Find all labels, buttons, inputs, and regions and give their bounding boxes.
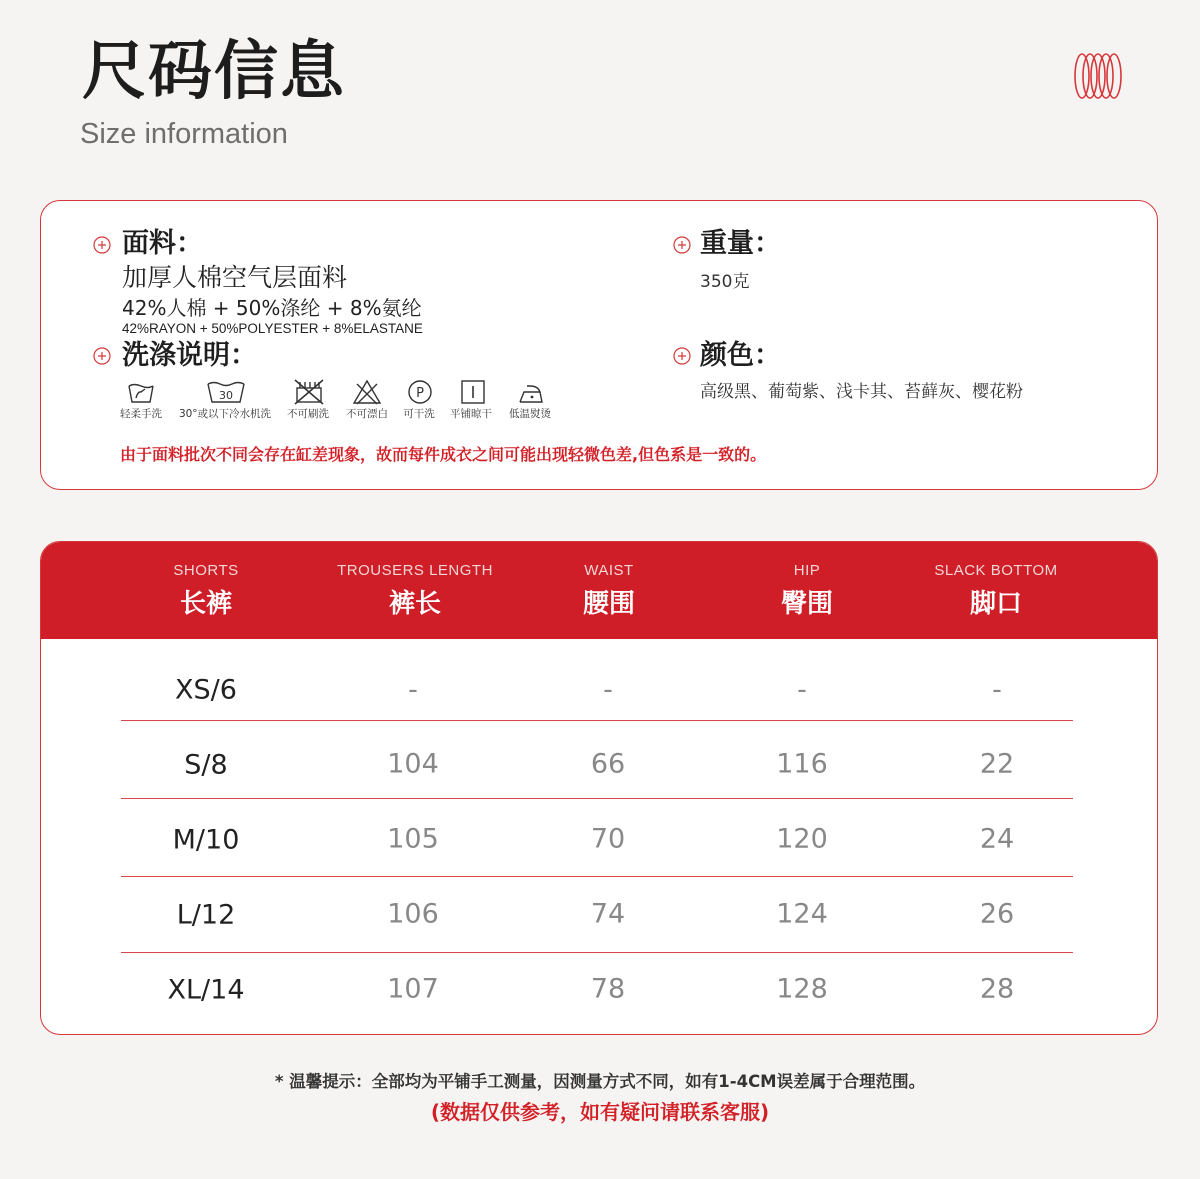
table-cell: 106 [387, 898, 439, 930]
size-cell: S/8 [184, 749, 228, 781]
table-cell: 107 [387, 973, 439, 1005]
reference-note: (数据仅供参考，如有疑问请联系客服) [430, 1100, 770, 1124]
size-table [40, 541, 1158, 1035]
care-label: 轻柔手洗 [120, 408, 162, 420]
colors-value: 高级黑、葡萄紫、浅卡其、苔藓灰、樱花粉 [700, 382, 1023, 402]
table-cell: 74 [590, 898, 626, 930]
colors-heading: 颜色： [700, 340, 781, 371]
gentle-hand-wash-icon [126, 378, 156, 406]
size-cell: L/12 [176, 899, 236, 931]
plus-circle-icon [93, 236, 111, 254]
care-label: 可干洗 [403, 408, 435, 420]
wash-temperature: 30 [219, 389, 233, 402]
table-cell: - [603, 674, 613, 706]
page-title: 尺码信息 [82, 35, 346, 109]
weight-value: 350克 [700, 272, 750, 292]
size-cell: XL/14 [167, 974, 245, 1006]
page-subtitle: Size information [80, 118, 288, 150]
plus-circle-icon [93, 347, 111, 365]
table-cell: 120 [776, 823, 828, 855]
column-header-en: WAIST [584, 562, 634, 579]
fabric-composition-cn: 42%人棉 + 50%涤纶 + 8%氨纶 [122, 296, 422, 320]
column-header-cn: 裤长 [388, 589, 442, 619]
table-cell: 128 [776, 973, 828, 1005]
rings-logo-icon [1070, 50, 1126, 102]
dry-clean-letter: P [416, 386, 424, 401]
row-divider [121, 952, 1073, 953]
dry-clean-p-icon [405, 378, 435, 406]
column-header-en: HIP [793, 562, 821, 579]
no-brush-icon [292, 378, 326, 406]
color-difference-warning: 由于面料批次不同会存在缸差现象，故而每件成衣之间可能出现轻微色差,但色系是一致的。 [120, 445, 767, 464]
low-iron-icon [516, 378, 546, 406]
column-header-en: TROUSERS LENGTH [337, 562, 493, 579]
care-label: 30°或以下冷水机洗 [178, 408, 272, 420]
machine-wash-30-icon [206, 378, 246, 406]
table-cell: 28 [979, 973, 1015, 1005]
table-cell: 124 [776, 898, 828, 930]
washing-heading: 洗涤说明： [122, 340, 257, 371]
table-header [41, 542, 1157, 639]
plus-circle-icon [673, 347, 691, 365]
table-cell: - [797, 674, 807, 706]
fabric-heading: 面料： [122, 228, 203, 259]
column-header-cn: 腰围 [582, 589, 636, 619]
table-cell: 22 [979, 748, 1015, 780]
fabric-composition-en: 42%RAYON + 50%POLYESTER + 8%ELASTANE [122, 321, 423, 336]
table-cell: 24 [979, 823, 1015, 855]
care-label: 不可漂白 [346, 408, 388, 420]
column-header-cn: 长裤 [179, 589, 233, 619]
care-label: 平铺晾干 [450, 408, 492, 420]
plus-circle-icon [673, 236, 691, 254]
measurement-tip: * 温馨提示：全部均为平铺手工测量，因测量方式不同，如有1-4CM误差属于合理范围。 [274, 1072, 926, 1091]
column-header-en: SHORTS [173, 562, 239, 579]
dry-flat-icon [458, 378, 488, 406]
care-label: 不可刷洗 [287, 408, 329, 420]
table-cell: - [408, 674, 418, 706]
care-label: 低温熨烫 [509, 408, 551, 420]
no-bleach-icon [352, 378, 382, 406]
column-header-cn: 脚口 [969, 589, 1023, 619]
table-cell: 66 [590, 748, 626, 780]
table-cell: - [992, 674, 1002, 706]
column-header-cn: 臀围 [780, 589, 834, 619]
table-cell: 104 [387, 748, 439, 780]
fabric-name: 加厚人棉空气层面料 [122, 263, 348, 292]
table-cell: 70 [590, 823, 626, 855]
column-header-en: SLACK BOTTOM [934, 562, 1058, 579]
table-cell: 116 [776, 748, 828, 780]
size-cell: M/10 [172, 824, 240, 856]
table-cell: 78 [590, 973, 626, 1005]
table-cell: 105 [387, 823, 439, 855]
row-divider [121, 798, 1073, 799]
row-divider [121, 876, 1073, 877]
weight-heading: 重量： [700, 228, 781, 259]
size-cell: XS/6 [175, 674, 237, 706]
table-cell: 26 [979, 898, 1015, 930]
row-divider [121, 720, 1073, 721]
